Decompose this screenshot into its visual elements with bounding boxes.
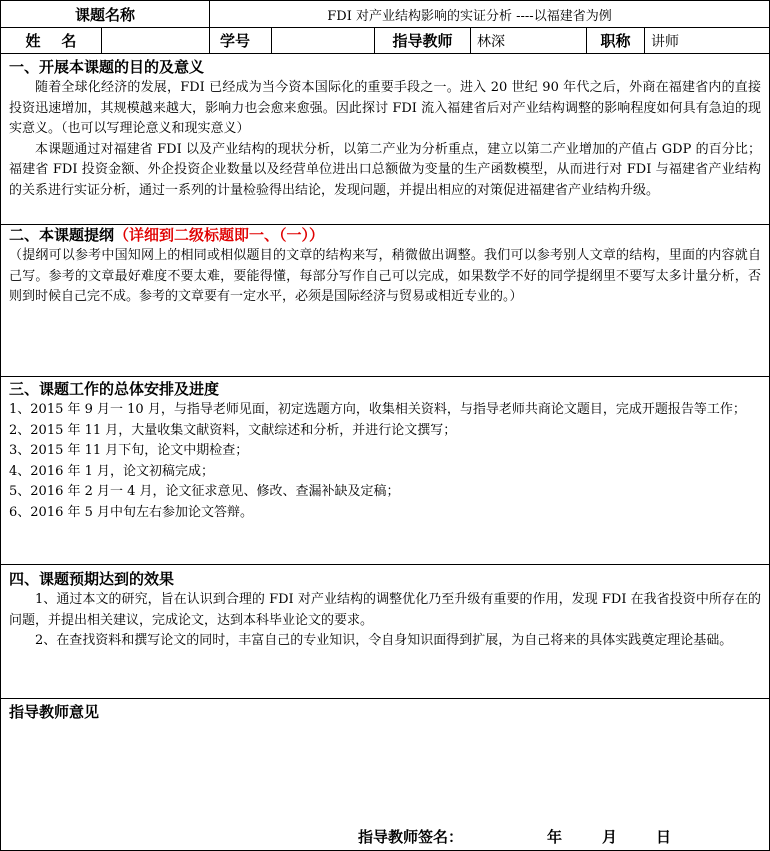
title-value: 讲师 bbox=[645, 28, 769, 54]
section-schedule bbox=[1, 377, 769, 565]
schedule-item-5: 5、2016 年 2 月一 4 月，论文征求意见、修改、查漏补缺及定稿； bbox=[9, 484, 400, 499]
advisor-value: 林深 bbox=[471, 28, 587, 54]
topic-value: FDI 对产业结构影响的实证分析 ----以福建省为例 bbox=[210, 1, 769, 28]
signature-year-label: 年 bbox=[547, 828, 563, 846]
section-purpose-heading: 一、开展本课题的目的及意义 bbox=[9, 58, 205, 76]
section-outline bbox=[1, 225, 769, 377]
advisor-signature-label: 指导教师签名： bbox=[358, 828, 464, 846]
advisor-label: 指导教师 bbox=[375, 28, 471, 54]
schedule-item-6: 6、2016 年 5 月中旬左右参加论文答辩。 bbox=[9, 504, 254, 520]
schedule-item-3: 3、2015 年 11 月下旬，论文中期检查； bbox=[9, 443, 249, 458]
title-label: 职称 bbox=[587, 28, 645, 54]
name-value bbox=[102, 28, 210, 54]
section-outline-heading-note: （详细到二级标题即一、（一）） bbox=[114, 226, 325, 244]
student-id-label: 学号 bbox=[210, 28, 272, 54]
name-label: 姓 名 bbox=[1, 28, 102, 54]
section-schedule-heading: 三、课题工作的总体安排及进度 bbox=[9, 380, 220, 398]
schedule-item-1: 1、2015 年 9 月一 10 月，与指导老师见面，初定选题方向，收集相关资料，与指导老师共商论文题目，完成开题报告等工作； bbox=[9, 402, 746, 417]
schedule-item-4: 4、2016 年 1 月，论文初稿完成； bbox=[9, 463, 215, 479]
section-expected-results bbox=[1, 565, 769, 699]
expected-result-2: 2、在查找资料和撰写论文的同时，丰富自己的专业知识，令自身知识面得到扩展，为自己将来的具体实践奠定理论基础。 bbox=[35, 633, 733, 648]
student-id-value bbox=[272, 28, 375, 54]
section-outline-heading bbox=[1, 225, 769, 246]
section-purpose-paragraph-1: 随着全球化经济的发展，FDI 已经成为当今资本国际化的重要手段之一。进入 20 世纪 90 年代之后，外商在福建省内的直接投资迅速增加，其规模越来越大，影响力也会愈来愈强。因此探讨 FDI 流入福建省后对产业结构调整的影响程度如何具有急迫的现实意义。（也可以写理论意义和现实意义） bbox=[9, 80, 761, 136]
signature-month-label: 月 bbox=[602, 828, 618, 846]
section-outline-heading-text: 二、本课题提纲 bbox=[9, 226, 115, 244]
section-purpose bbox=[1, 57, 769, 225]
signature-day-label: 日 bbox=[656, 828, 672, 846]
section-expected-results-heading: 四、课题预期达到的效果 bbox=[9, 570, 175, 588]
schedule-item-2: 2、2015 年 11 月，大量收集文献资料，文献综述和分析，并进行论文撰写； bbox=[9, 422, 457, 438]
section-purpose-paragraph-2: 本课题通过对福建省 FDI 以及产业结构的现状分析，以第二产业为分析重点，建立以第二产业增加的产值占 GDP 的百分比；福建省 FDI 投资金额、外企投资企业数量以及经营单位进出口总额做为变量的生产函数模型，从而进行对 FDI 与福建省产业结构的关系进行实证分析，通过一系列的计量检验得出结论，发现问题，并提出相应的对策促进福建省产业结构升级。 bbox=[9, 141, 761, 198]
section-outline-paragraph: （提纲可以参考中国知网上的相同或相似题目的文章的结构来写，稍微做出调整。我们可以参考别人文章的结构，里面的内容就自己写。参考的文章最好难度不要太难，要能得懂，每部分写作自己可以完成，如果数学不好的同学提纲里不要写太多计量分析，否则到时候自己完不成。参考的文章要有一定水平，必须是国际经济与贸易或相近专业的。） bbox=[9, 248, 761, 304]
topic-label: 课题名称 bbox=[1, 1, 210, 28]
expected-result-1: 1、通过本文的研究，旨在认识到合理的 FDI 对产业结构的调整优化乃至升级有重要的作用，发现 FDI 在我省投资中所存在的问题，并提出相关建议，完成论文，达到本科毕业论文的要求。 bbox=[9, 592, 761, 628]
section-advisor-opinion-heading: 指导教师意见 bbox=[9, 703, 100, 721]
